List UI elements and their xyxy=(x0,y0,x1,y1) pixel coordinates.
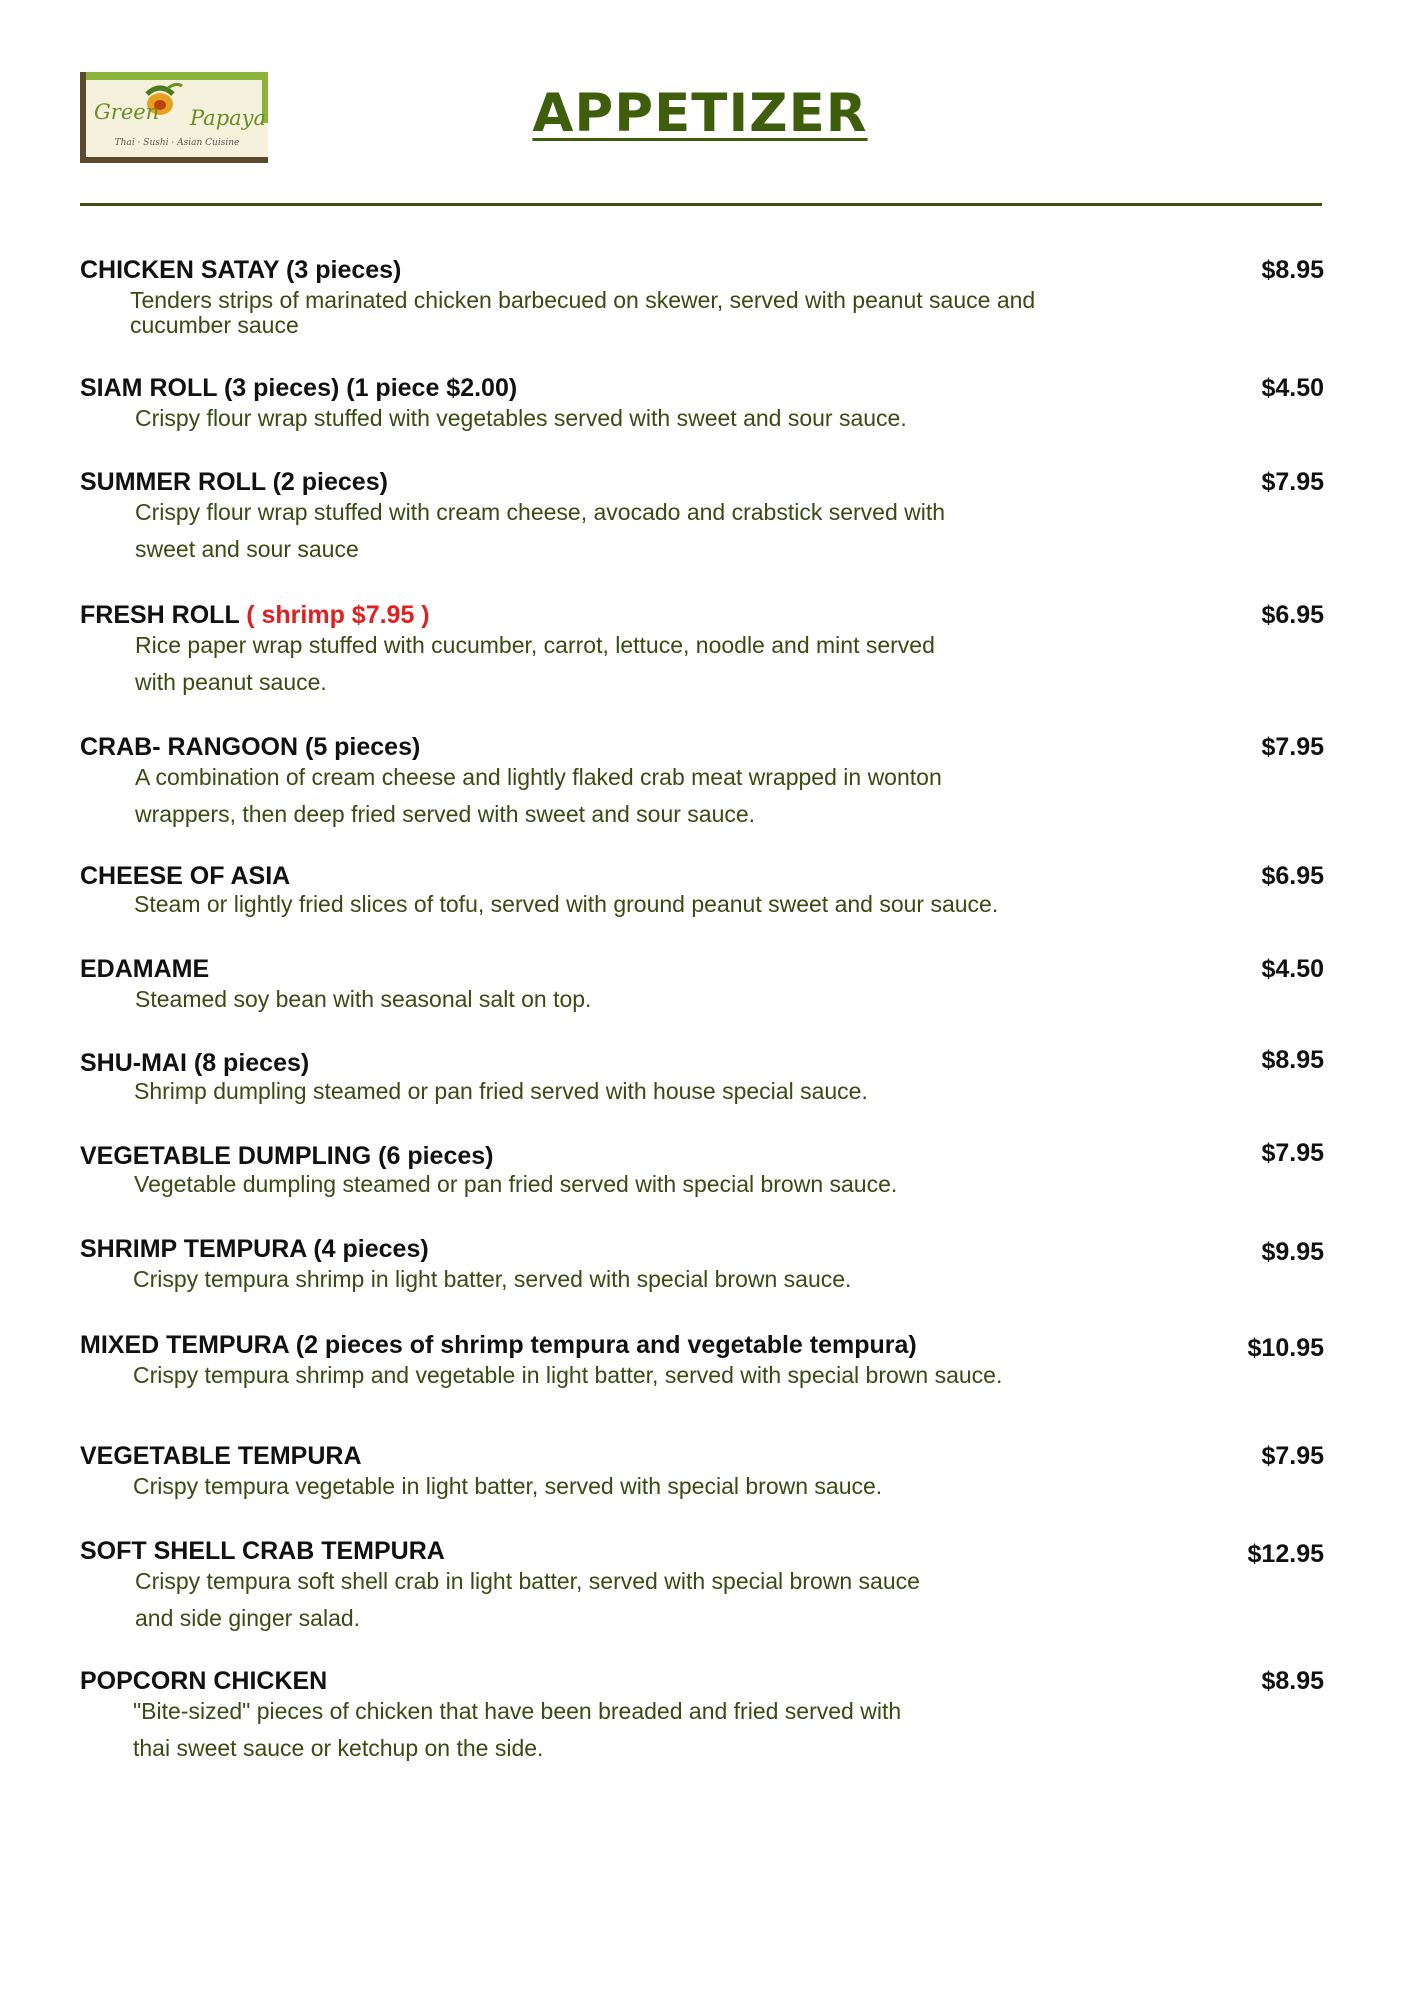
item-name: SIAM ROLL (3 pieces) (1 piece $2.00) xyxy=(80,374,518,402)
logo-word-green: Green xyxy=(94,100,160,124)
menu-item xyxy=(80,1330,1324,1394)
item-price: $6.95 xyxy=(1261,601,1324,629)
menu-item xyxy=(80,467,1324,568)
item-price: $10.95 xyxy=(1247,1334,1324,1362)
item-name: VEGETABLE TEMPURA xyxy=(80,1442,362,1470)
logo-top-bar xyxy=(86,72,268,80)
item-price: $6.95 xyxy=(1261,862,1324,890)
item-price: $8.95 xyxy=(1261,1046,1324,1074)
menu-item xyxy=(80,600,1324,701)
item-price: $7.95 xyxy=(1261,1442,1324,1470)
menu-item xyxy=(80,1536,1324,1637)
item-price: $7.95 xyxy=(1261,468,1324,496)
item-name: CHICKEN SATAY (3 pieces) xyxy=(80,256,402,284)
item-name: FRESH ROLL ( shrimp $7.95 ) xyxy=(80,601,430,629)
item-description: Vegetable dumpling steamed or pan fried served with special brown sauce. xyxy=(134,1171,898,1197)
item-description: Shrimp dumpling steamed or pan fried served with house special sauce. xyxy=(134,1078,868,1104)
item-price: $8.95 xyxy=(1261,256,1324,284)
item-description: Crispy flour wrap stuffed with cream cheese, avocado and crabstick served with sweet and sour sauce xyxy=(135,499,946,562)
item-description: Crispy tempura shrimp in light batter, served with special brown sauce. xyxy=(133,1266,852,1292)
item-name-note: ( shrimp $7.95 ) xyxy=(246,601,430,629)
item-description: Rice paper wrap stuffed with cucumber, carrot, lettuce, noodle and mint served with peanut sauce. xyxy=(135,632,935,695)
item-description: Crispy flour wrap stuffed with vegetables served with sweet and sour sauce. xyxy=(135,405,907,431)
item-price: $4.50 xyxy=(1261,374,1324,402)
menu-item xyxy=(80,954,1324,1018)
logo-tagline: Thai · Sushi · Asian Cuisine xyxy=(114,138,240,148)
item-name: CRAB- RANGOON (5 pieces) xyxy=(80,733,421,761)
menu-item xyxy=(80,732,1324,833)
item-name: POPCORN CHICKEN xyxy=(80,1667,328,1695)
menu-item xyxy=(80,255,1324,338)
item-name: SOFT SHELL CRAB TEMPURA xyxy=(80,1537,445,1565)
menu-item xyxy=(80,1141,1324,1203)
item-name: SHU-MAI (8 pieces) xyxy=(80,1049,310,1077)
menu-item xyxy=(80,373,1324,437)
menu-item xyxy=(80,1441,1324,1505)
menu-item xyxy=(80,1666,1324,1767)
item-description: Steam or lightly fried slices of tofu, served with ground peanut sweet and sour sauce. xyxy=(134,891,999,917)
logo-word-papaya: Papaya xyxy=(190,106,267,130)
item-description: Tenders strips of marinated chicken barbecued on skewer, served with peanut sauce and cucumber sauce xyxy=(130,287,1036,338)
item-name: CHEESE OF ASIA xyxy=(80,862,291,890)
item-name: SUMMER ROLL (2 pieces) xyxy=(80,468,388,496)
item-description: Crispy tempura shrimp and vegetable in light batter, served with special brown sauce. xyxy=(133,1362,1003,1388)
menu-item xyxy=(80,861,1324,923)
page-title: APPETIZER xyxy=(532,83,868,144)
item-name: SHRIMP TEMPURA (4 pieces) xyxy=(80,1235,429,1263)
item-description: Crispy tempura vegetable in light batter, served with special brown sauce. xyxy=(133,1473,883,1499)
item-description: "Bite-sized" pieces of chicken that have been breaded and fried served with thai sweet sauce or ketchup on the side. xyxy=(133,1698,902,1761)
header-divider xyxy=(80,203,1322,206)
item-description: Steamed soy bean with seasonal salt on top. xyxy=(135,986,592,1012)
item-price: $8.95 xyxy=(1261,1667,1324,1695)
menu-item xyxy=(80,1048,1324,1110)
item-price: $7.95 xyxy=(1261,733,1324,761)
item-name: EDAMAME xyxy=(80,955,210,983)
item-price: $9.95 xyxy=(1261,1238,1324,1266)
item-description: Crispy tempura soft shell crab in light batter, served with special brown sauce and side ginger salad. xyxy=(135,1568,920,1631)
item-price: $12.95 xyxy=(1247,1540,1324,1568)
item-description: A combination of cream cheese and lightly flaked crab meat wrapped in wonton wrappers, then deep fried served with sweet and sour sauce. xyxy=(135,764,942,827)
menu-item xyxy=(80,1234,1324,1298)
item-price: $4.50 xyxy=(1261,955,1324,983)
item-name: MIXED TEMPURA (2 pieces of shrimp tempura and vegetable tempura) xyxy=(80,1331,917,1359)
item-price: $7.95 xyxy=(1261,1139,1324,1167)
item-name: VEGETABLE DUMPLING (6 pieces) xyxy=(80,1142,494,1170)
